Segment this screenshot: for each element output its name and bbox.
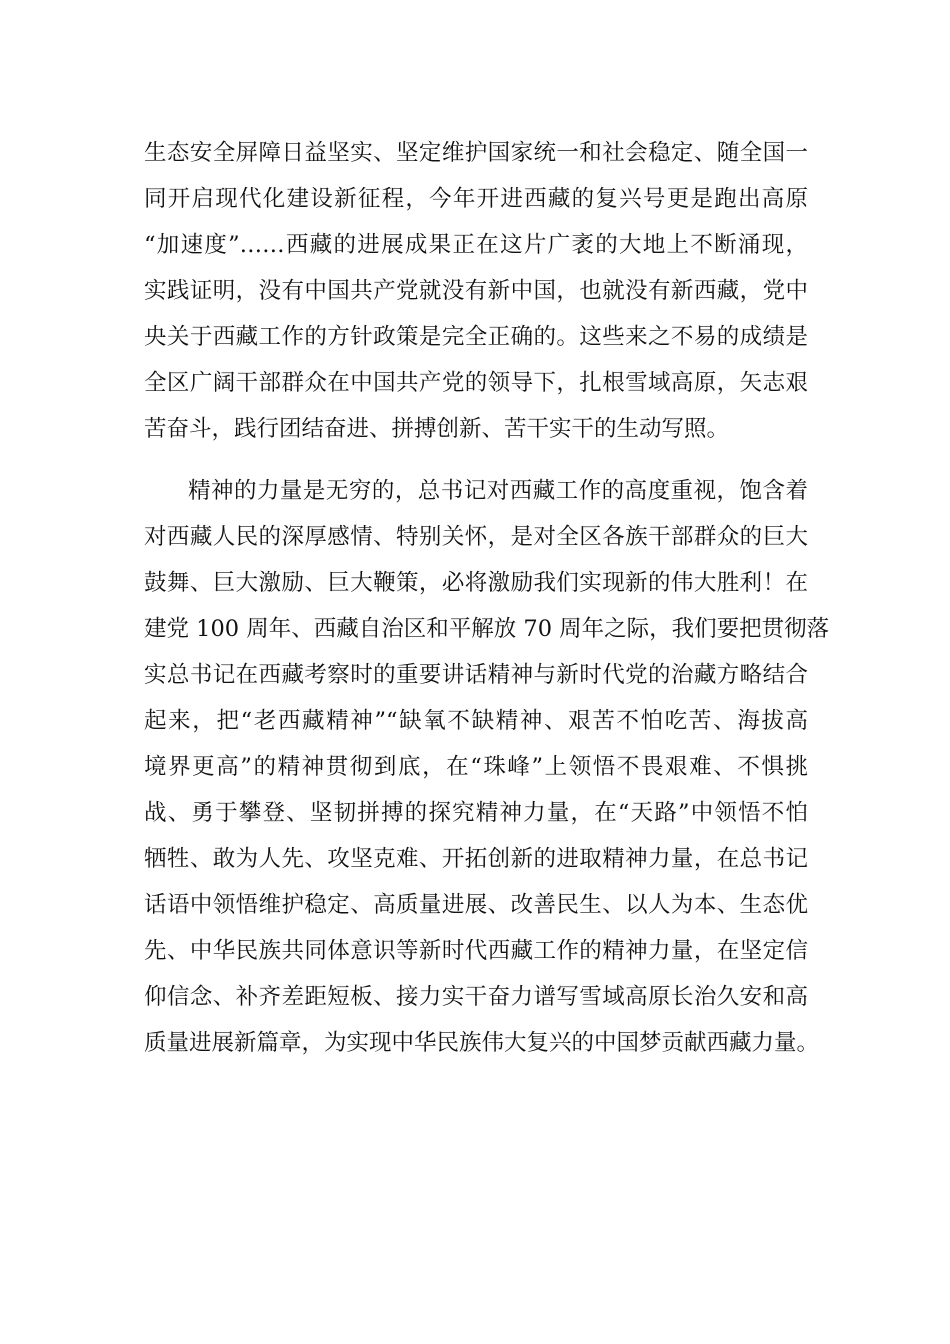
text-line: 鼓舞、巨大激励、巨大鞭策，必将激励我们实现新的伟大胜利！在: [144, 570, 808, 596]
text-line: 精神的力量是无穷的，总书记对西藏工作的高度重视，饱含着: [188, 478, 808, 504]
text-line: 对西藏人民的深厚感情、特别关怀，是对全区各族干部群众的巨大: [144, 524, 808, 550]
paragraph-spacer: [144, 452, 808, 468]
text-line: 牺牲、敢为人先、攻坚克难、开拓创新的进取精神力量，在总书记: [144, 846, 808, 872]
text-line: 全区广阔干部群众在中国共产党的领导下，扎根雪域高原，矢志艰: [144, 370, 808, 396]
text-line: 建党 100 周年、西藏自治区和平解放 70 周年之际，我们要把贯彻落: [144, 616, 830, 642]
text-line: 战、勇于攀登、坚韧拼搏的探究精神力量，在“天路”中领悟不怕: [144, 800, 808, 826]
text-line: 实总书记在西藏考察时的重要讲话精神与新时代党的治藏方略结合: [144, 662, 808, 688]
paragraph-2: [144, 468, 830, 1066]
text-line: 先、中华民族共同体意识等新时代西藏工作的精神力量，在坚定信: [144, 938, 808, 964]
document-body: [144, 130, 830, 1066]
text-line: 境界更高”的精神贯彻到底，在“珠峰”上领悟不畏艰难、不惧挑: [144, 754, 808, 780]
text-line: 央关于西藏工作的方针政策是完全正确的。这些来之不易的成绩是: [144, 324, 808, 350]
text-line: 起来，把“老西藏精神”“缺氧不缺精神、艰苦不怕吃苦、海拔高: [144, 708, 808, 734]
text-line: “加速度”……西藏的进展成果正在这片广袤的大地上不断涌现，: [144, 232, 808, 258]
text-line: 苦奋斗，践行团结奋进、拼搏创新、苦干实干的生动写照。: [144, 416, 730, 442]
text-line: 质量进展新篇章，为实现中华民族伟大复兴的中国梦贡献西藏力量。: [144, 1030, 820, 1056]
text-line: 仰信念、补齐差距短板、接力实干奋力谱写雪域高原长治久安和高: [144, 984, 808, 1010]
text-line: 同开启现代化建设新征程，今年开进西藏的复兴号更是跑出高原: [144, 186, 808, 212]
text-line: 话语中领悟维护稳定、高质量进展、改善民生、以人为本、生态优: [144, 892, 808, 918]
text-line: 实践证明，没有中国共产党就没有新中国，也就没有新西藏，党中: [144, 278, 808, 304]
text-line: 生态安全屏障日益坚实、坚定维护国家统一和社会稳定、随全国一: [144, 140, 808, 166]
paragraph-1: [144, 130, 808, 452]
